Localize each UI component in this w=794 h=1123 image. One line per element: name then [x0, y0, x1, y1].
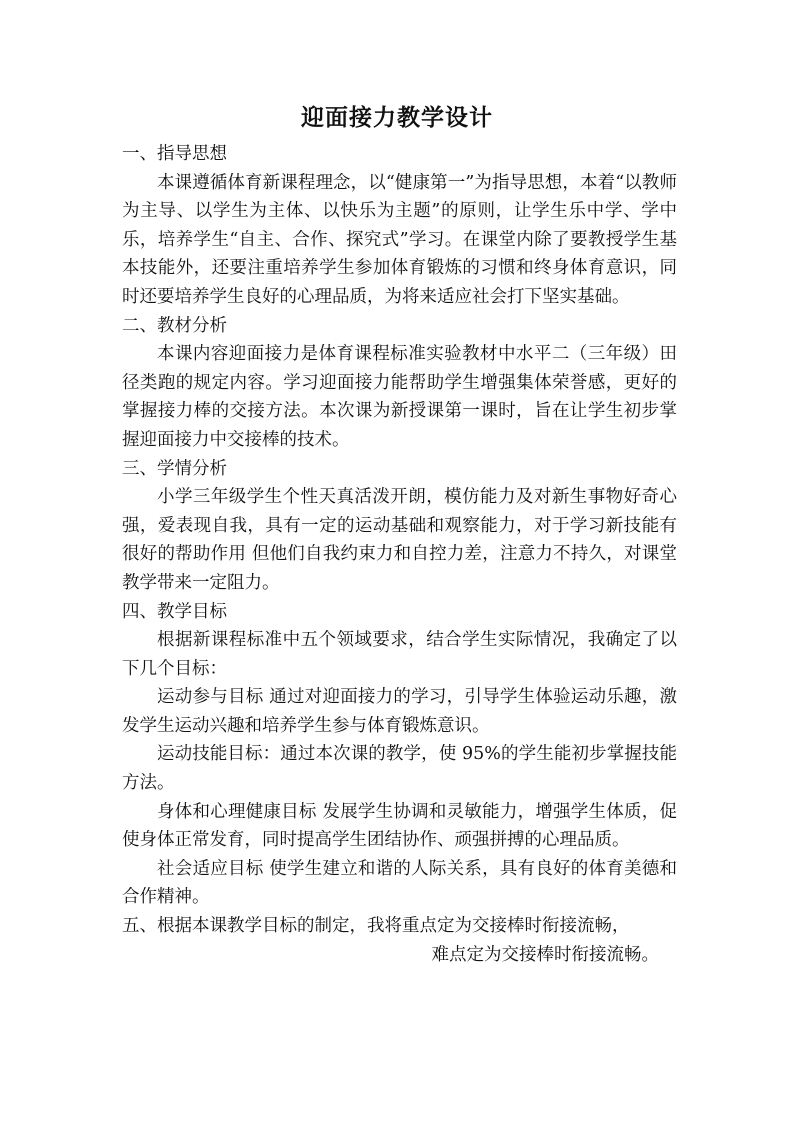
- goal-social: 社会适应目标 使学生建立和谐的人际关系，具有良好的体育美德和合作精神。: [122, 858, 677, 908]
- document-title: 迎面接力教学设计: [301, 104, 493, 131]
- goal-skills: 运动技能目标：通过本次课的教学，使 95%的学生能初步掌握技能方法。: [122, 744, 677, 794]
- section-textbook-analysis: [122, 312, 677, 455]
- section-heading: 二、教材分析: [122, 315, 227, 336]
- section-student-analysis: [122, 455, 677, 598]
- goal-participation: 运动参与目标 通过对迎面接力的学习，引导学生体验运动乐趣，激发学生运动兴趣和培养学生参与体育锻炼意识。: [122, 687, 677, 736]
- section-heading: 三、学情分析: [122, 458, 227, 479]
- section-key-points: [122, 912, 677, 969]
- difficulty-line: 难点定为交接棒时衔接流畅。: [431, 944, 659, 965]
- section-teaching-goals: [122, 598, 677, 913]
- goal-health: 身体和心理健康目标 发展学生协调和灵敏能力，增强学生体质，促使身体正常发育，同时提高学生团结协作、顽强拼搏的心理品质。: [122, 801, 677, 851]
- paragraph: 本课内容迎面接力是体育课程标准实验教材中水平二（三年级）田径类跑的规定内容。学习迎面接力能帮助学生增强集体荣誉感，更好的掌握接力棒的交接方法。本次课为新授课第一课时，旨在让学生初步掌握迎面接力中交接棒的技术。: [122, 344, 677, 450]
- paragraph: 本课遵循体育新课程理念，以“健康第一”为指导思想，本着“以教师为主导、以学生为主体、以快乐为主题”的原则，让学生乐中学、学中乐，培养学生“自主、合作、探究式”学习。在课堂内除了要教授学生基本技能外，还要注重培养学生参加体育锻炼的习惯和终身体育意识，同时还要培养学生良好的心理品质，为将来适应社会打下坚实基础。: [122, 172, 677, 307]
- document-body: [122, 140, 677, 969]
- paragraph: 根据新课程标准中五个领域要求，结合学生实际情况，我确定了以下几个目标：: [122, 630, 677, 679]
- section-heading: 四、教学目标: [122, 601, 227, 622]
- section-heading: 一、指导思想: [122, 144, 227, 164]
- paragraph: 小学三年级学生个性天真活泼开朗，模仿能力及对新生事物好奇心强，爱表现自我，具有一定的运动基础和观察能力，对于学习新技能有很好的帮助作用 但他们自我约束力和自控力差，注意力不持久，对课堂教学带来一定阻力。: [122, 487, 677, 593]
- key-point-line: 五、根据本课教学目标的制定，我将重点定为交接棒时衔接流畅，: [122, 916, 630, 937]
- section-guiding-ideology: [122, 140, 677, 312]
